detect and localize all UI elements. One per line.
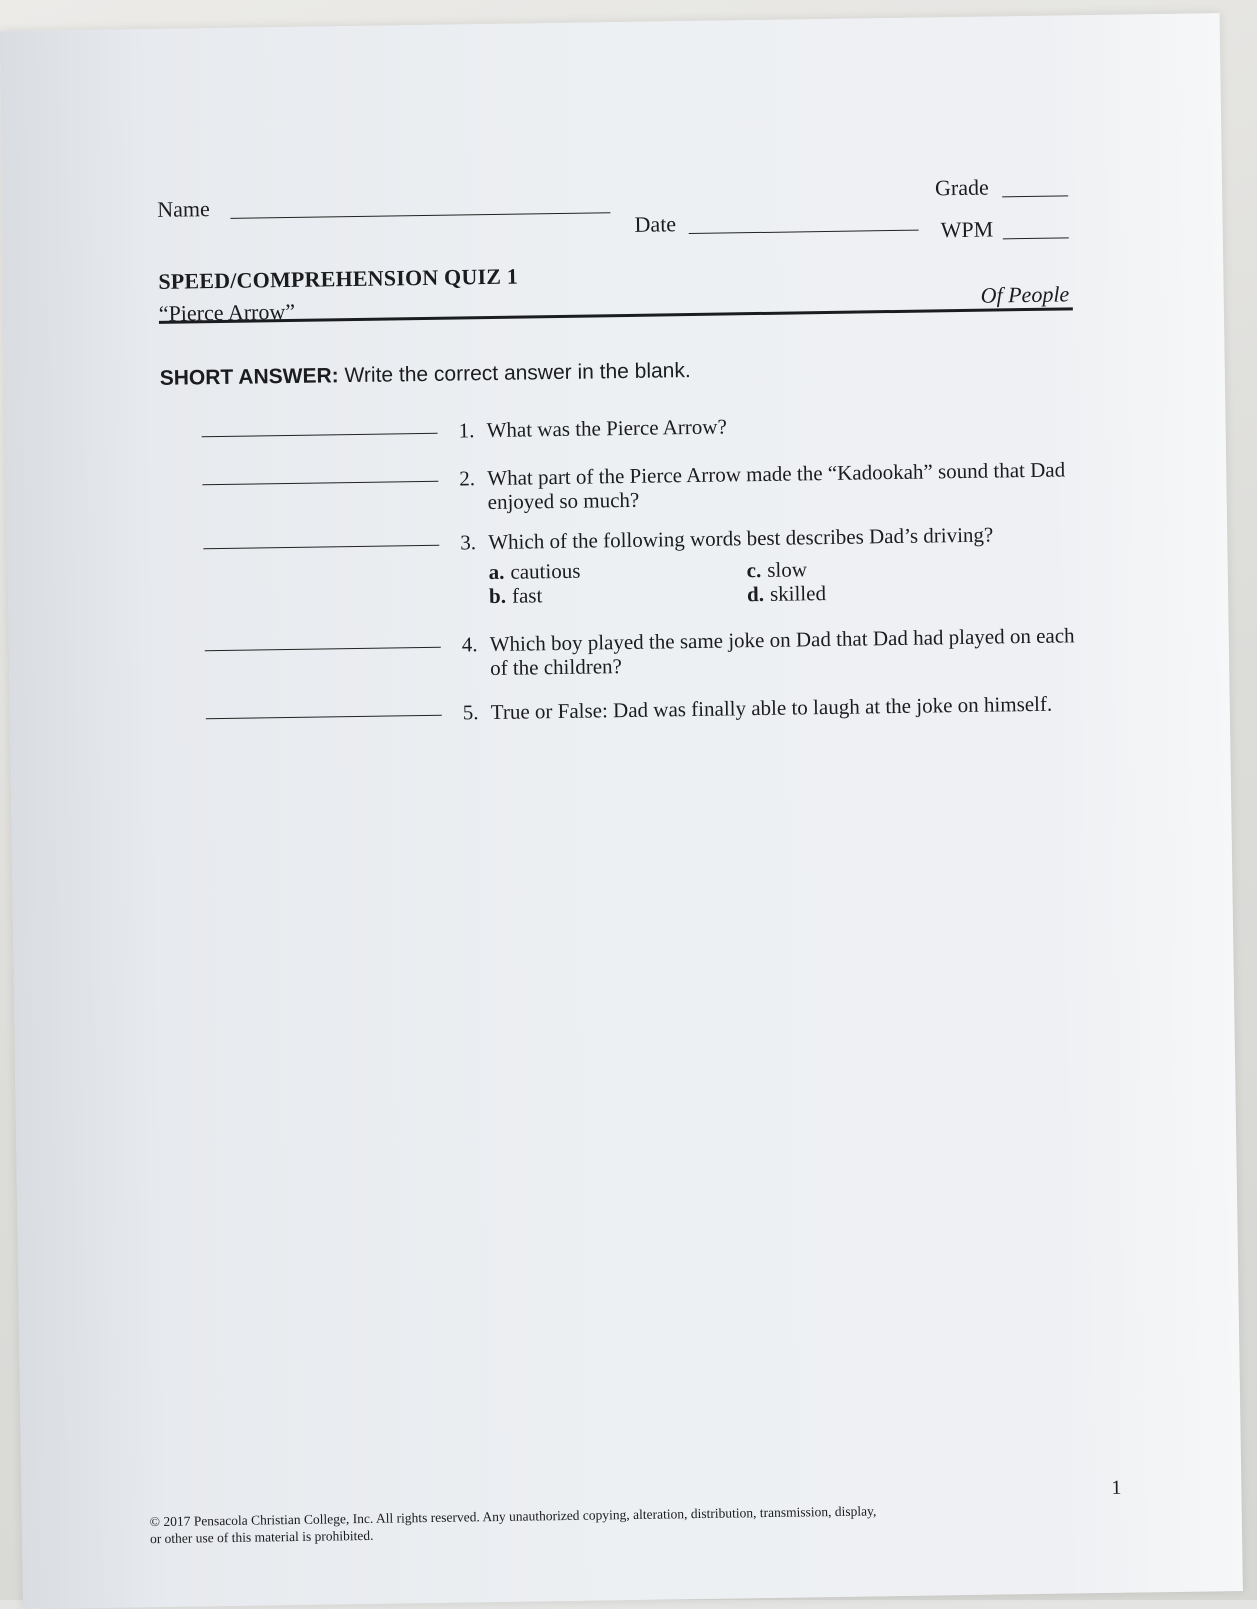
question-text: Which of the following words best describes Dad’s driving? <box>488 522 994 555</box>
question-number: 1. <box>458 418 475 443</box>
question-1 <box>458 409 1066 442</box>
choice-text: fast <box>511 583 543 608</box>
choice-letter: a. <box>488 559 505 585</box>
choice-text: skilled <box>769 581 827 606</box>
choice-b[interactable] <box>489 583 543 609</box>
copyright-line-1: © 2017 Pensacola Christian College, Inc. All rights reserved. Any unauthorized copying, alteration, distribution, transmission, display, <box>149 1503 877 1530</box>
question-number: 5. <box>462 700 479 725</box>
choice-letter: d. <box>746 581 765 607</box>
name-label: Name <box>157 196 210 222</box>
question-2 <box>459 457 1068 514</box>
wpm-blank[interactable] <box>1003 237 1069 239</box>
question-5 <box>463 691 1071 724</box>
date-blank[interactable] <box>689 230 919 234</box>
grade-blank[interactable] <box>1002 195 1068 197</box>
choice-text: slow <box>767 557 808 582</box>
choice-letter: c. <box>746 557 762 583</box>
choice-letter: b. <box>488 583 507 609</box>
question-4 <box>462 623 1081 680</box>
question-number: 2. <box>459 466 476 491</box>
copyright-notice <box>150 1502 877 1547</box>
question-number: 4. <box>461 632 478 657</box>
name-blank[interactable] <box>230 212 610 219</box>
copyright-line-2: or other use of this material is prohibited. <box>149 1527 374 1547</box>
question-number: 3. <box>460 530 477 555</box>
answer-blank-5[interactable] <box>206 715 442 720</box>
choice-a[interactable] <box>489 559 581 585</box>
question-text: Which boy played the same joke on Dad that Dad had played on each of the children? <box>489 623 1075 681</box>
unit-label: Of People <box>980 281 1070 308</box>
story-title: “Pierce Arrow” <box>158 298 296 326</box>
page-number: 1 <box>1111 1476 1122 1499</box>
instructions <box>160 359 691 391</box>
date-label: Date <box>634 211 677 237</box>
question-text: What was the Pierce Arrow? <box>486 414 727 443</box>
title-rule <box>159 307 1073 324</box>
quiz-title: SPEED/COMPREHENSION QUIZ 1 <box>158 263 519 294</box>
choice-text: cautious <box>510 558 581 584</box>
choice-c[interactable] <box>747 557 808 583</box>
question-text: True or False: Dad was finally able to laugh at the joke on himself. <box>490 691 1053 725</box>
instructions-heading: SHORT ANSWER: <box>159 364 339 390</box>
answer-blank-4[interactable] <box>205 647 441 652</box>
question-text: What part of the Pierce Arrow made the “Kadookah” sound that Dad enjoyed so much? <box>487 457 1066 515</box>
grade-label: Grade <box>934 174 989 201</box>
quiz-page <box>0 13 1243 1609</box>
answer-blank-3[interactable] <box>203 545 439 550</box>
wpm-label: WPM <box>940 216 994 243</box>
answer-blank-2[interactable] <box>202 481 438 486</box>
choice-d[interactable] <box>747 581 826 607</box>
question-3 <box>460 521 1068 554</box>
answer-blank-1[interactable] <box>202 433 438 438</box>
instructions-text: Write the correct answer in the blank. <box>344 359 691 388</box>
